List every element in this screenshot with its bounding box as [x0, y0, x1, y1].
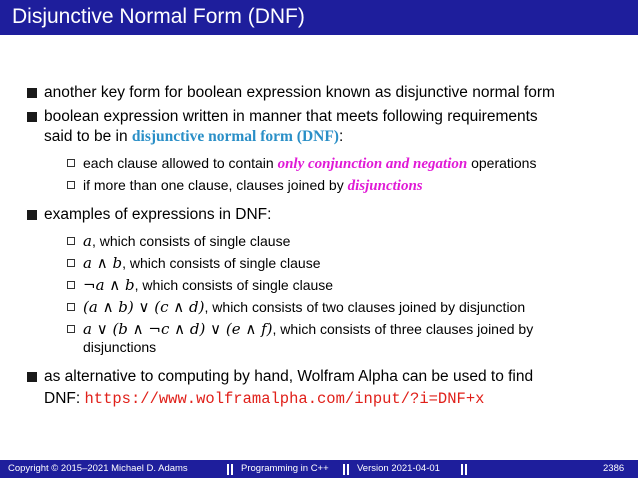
sub1-pre: each clause allowed to contain: [83, 155, 278, 171]
example-5-text: , which consists of three clauses joined by: [272, 321, 534, 337]
footer-bar: [0, 460, 638, 478]
sub-bullet-box-icon: [67, 325, 75, 333]
footer-separator: [461, 464, 463, 475]
sub1-emphasis: only conjunction and negation: [277, 156, 468, 172]
bullet-2-sub1: [83, 153, 536, 174]
bullet-2-pre: said to be in: [44, 128, 132, 145]
example-4: [83, 297, 525, 317]
example-1: [83, 231, 290, 251]
footer-version: Version 2021-04-01: [357, 463, 440, 474]
example-3-text: , which consists of single clause: [134, 277, 334, 293]
sub-bullet-box-icon: [67, 237, 75, 245]
example-4-text: , which consists of two clauses joined by disjunction: [204, 299, 526, 315]
bullet-2-post: :: [338, 128, 344, 145]
example-5-math: a ∨ (b ∧ ¬c ∧ d) ∨ (e ∧ f): [83, 320, 273, 338]
slide-title: Disjunctive Normal Form (DNF): [12, 5, 305, 28]
example-4-math: (a ∧ b) ∨ (c ∧ d): [83, 298, 205, 316]
example-5: [83, 319, 533, 339]
example-1-math: a: [83, 232, 92, 250]
footer-separator: [231, 464, 233, 475]
example-2-text: , which consists of single clause: [122, 255, 321, 271]
page-number: 2386: [603, 463, 625, 474]
footer-separator: [347, 464, 349, 475]
footer-separator: [227, 464, 229, 475]
bullet-2-line2: [44, 127, 343, 147]
sub-bullet-box-icon: [67, 181, 75, 189]
example-2-math: a ∧ b: [83, 254, 123, 272]
bullet-square-icon: [27, 88, 37, 98]
dnf-term: disjunctive normal form (DNF): [131, 128, 339, 145]
footer-separator: [465, 464, 467, 475]
example-3-math: ¬a ∧ b: [83, 276, 135, 294]
bullet-4-pre: DNF:: [44, 390, 85, 407]
bullet-3: examples of expressions in DNF:: [44, 206, 272, 223]
bullet-square-icon: [27, 372, 37, 382]
example-3: [83, 275, 333, 295]
bullet-1: another key form for boolean expression known as disjunctive normal form: [44, 84, 555, 101]
footer-copyright: Copyright © 2015–2021 Michael D. Adams: [8, 463, 188, 474]
sub-bullet-box-icon: [67, 159, 75, 167]
example-5-cont: disjunctions: [83, 339, 157, 355]
sub-bullet-box-icon: [67, 281, 75, 289]
footer-course: Programming in C++: [241, 463, 329, 474]
bullet-4-line2: [44, 389, 484, 409]
example-1-text: , which consists of single clause: [91, 233, 291, 249]
bullet-square-icon: [27, 210, 37, 220]
bullet-2-sub2: [83, 175, 423, 196]
footer-separator: [343, 464, 345, 475]
sub1-post: operations: [467, 155, 537, 171]
bullet-4-line1: as alternative to computing by hand, Wolfram Alpha can be used to find: [44, 368, 534, 385]
bullet-square-icon: [27, 112, 37, 122]
sub-bullet-box-icon: [67, 303, 75, 311]
example-2: [83, 253, 321, 273]
wolfram-url-link[interactable]: https://www.wolframalpha.com/input/?i=DNF+x: [84, 390, 485, 408]
sub2-pre: if more than one clause, clauses joined by: [83, 177, 348, 193]
sub2-emphasis: disjunctions: [347, 178, 423, 194]
sub-bullet-box-icon: [67, 259, 75, 267]
bullet-2-line1: boolean expression written in manner that meets following requirements: [44, 108, 538, 125]
